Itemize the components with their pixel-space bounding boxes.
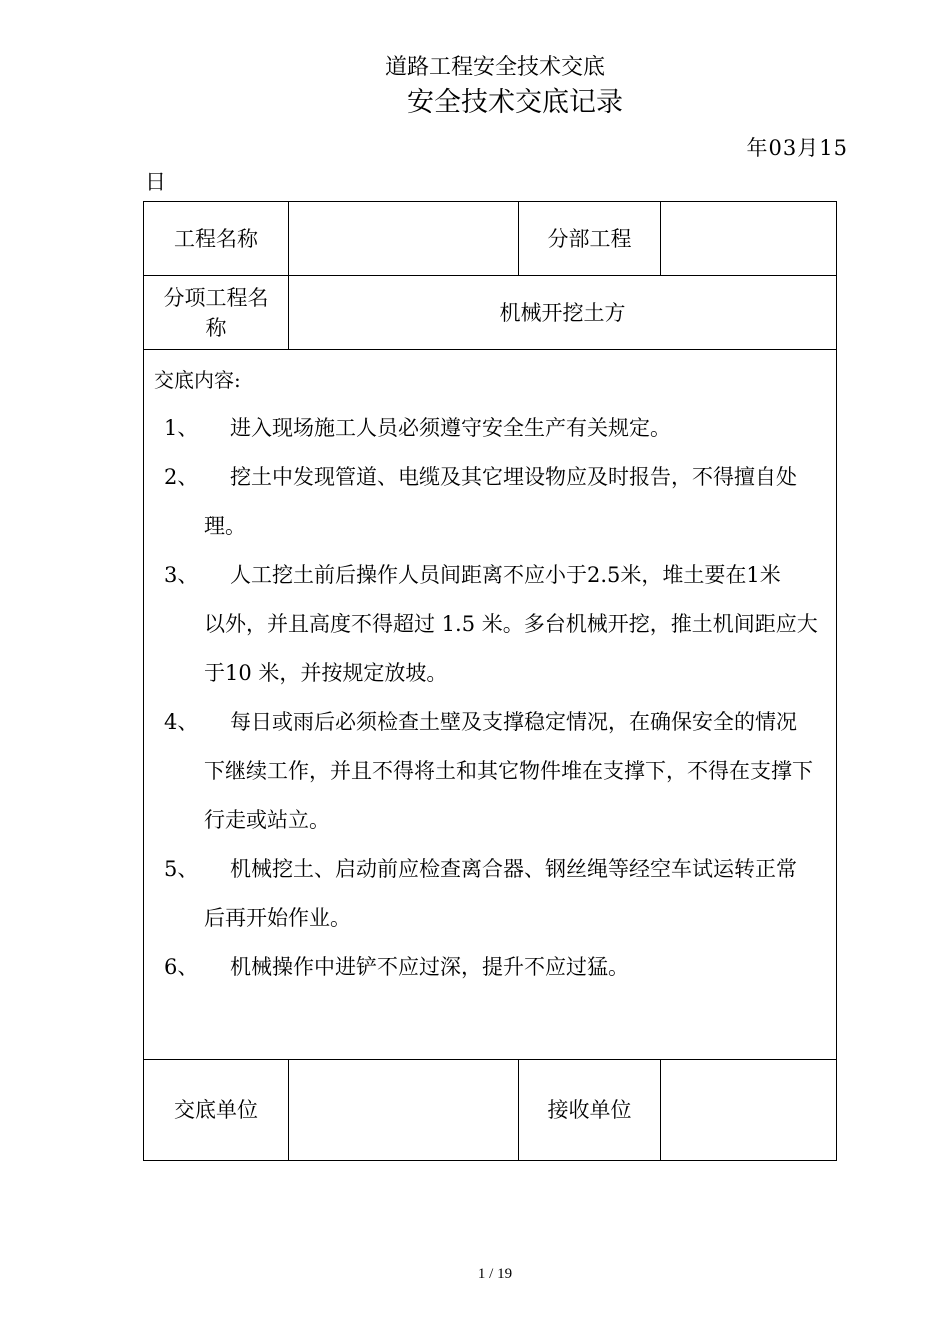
list-item [154, 404, 828, 453]
list-item-first-line: 进入现场施工人员必须遵守安全生产有关规定。 [230, 416, 671, 440]
list-item [154, 845, 828, 943]
list-item-number: 1、 [164, 416, 199, 440]
list-item-continuation: 以外，并且高度不得超过 1.5 米。多台机械开挖，推土机间距应大于10 米，并按规定放坡。 [204, 612, 818, 685]
list-item-text [204, 404, 828, 453]
table-row-content [144, 350, 837, 1060]
table-row-project [144, 202, 837, 276]
list-item-first-line: 机械操作中进铲不应过深，提升不应过猛。 [230, 955, 629, 979]
content-heading: 交底内容: [154, 368, 241, 392]
content-cell [144, 350, 837, 1060]
division-value [661, 202, 837, 276]
list-item-first-line: 机械挖土、启动前应检查离合器、钢丝绳等经空车试运转正常 [230, 857, 797, 881]
table-row-units [144, 1060, 837, 1161]
list-item-text [204, 698, 828, 845]
list-item [154, 943, 828, 992]
receiving-unit-value [661, 1060, 837, 1161]
subitem-label-line1: 分项工程名 [163, 285, 269, 310]
list-item [154, 698, 828, 845]
list-item [154, 551, 828, 698]
list-item-number: 3、 [164, 563, 199, 587]
list-item-number: 5、 [164, 857, 199, 881]
page-number: 1 / 19 [477, 1266, 513, 1282]
record-table [143, 201, 837, 1161]
list-item-number: 2、 [164, 465, 199, 489]
receiving-unit-label: 接收单位 [519, 1060, 661, 1161]
list-item-number: 4、 [164, 710, 199, 734]
subitem-value: 机械开挖土方 [289, 276, 837, 350]
project-name-value [289, 202, 519, 276]
list-item-text [204, 943, 828, 992]
list-item-continuation: 下继续工作，并且不得将土和其它物件堆在支撑下，不得在支撑下行走或站立。 [204, 759, 813, 832]
date-tail: 日 [145, 170, 166, 194]
list-item-first-line: 每日或雨后必须检查土壁及支撑稳定情况，在确保安全的情况 [230, 710, 797, 734]
handover-unit-label: 交底单位 [144, 1060, 289, 1161]
division-label: 分部工程 [519, 202, 661, 276]
handover-unit-value [289, 1060, 519, 1161]
table-row-subitem [144, 276, 837, 350]
subitem-label [144, 276, 289, 350]
content-items [154, 404, 828, 992]
list-item-text [204, 453, 828, 551]
list-item-first-line: 人工挖土前后操作人员间距离不应小于2.5米，堆土要在1米 [230, 563, 781, 587]
subitem-label-line2: 称 [205, 315, 227, 340]
document-subtitle: 道路工程安全技术交底 [384, 55, 605, 80]
list-item-number: 6、 [164, 955, 199, 979]
list-item-continuation: 理。 [204, 514, 246, 538]
list-item [154, 453, 828, 551]
list-item-text [204, 845, 828, 943]
document-title: 安全技术交底记录 [407, 87, 623, 118]
project-name-label: 工程名称 [144, 202, 289, 276]
date-line: 年03月15 [746, 136, 848, 160]
list-item-text [204, 551, 828, 698]
list-item-continuation: 后再开始作业。 [204, 906, 351, 930]
list-item-first-line: 挖土中发现管道、电缆及其它埋设物应及时报告，不得擅自处 [230, 465, 797, 489]
